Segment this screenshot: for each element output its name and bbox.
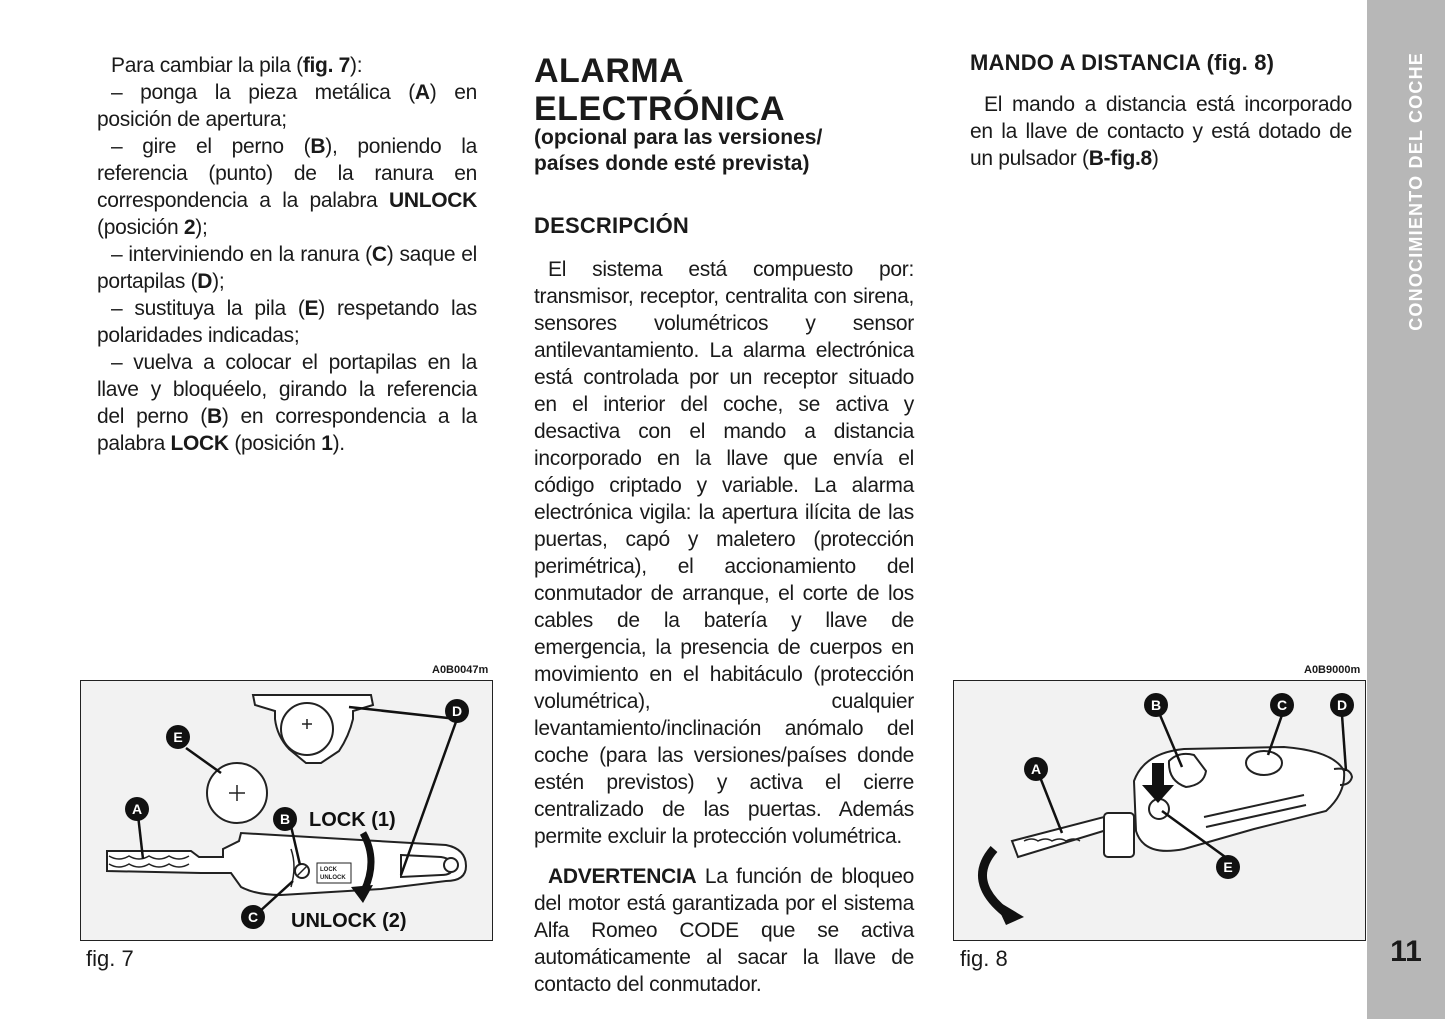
section-subtitle: (opcional para las versiones/ países donde esté prevista) bbox=[534, 126, 823, 175]
description-heading: DESCRIPCIÓN bbox=[534, 213, 689, 238]
fig7-label-e: E bbox=[173, 729, 183, 745]
fig8-label-c: C bbox=[1276, 697, 1288, 713]
figure-7 bbox=[80, 680, 493, 941]
arrowhead-icon bbox=[351, 885, 373, 903]
section-title: ALARMA ELECTRÓNICA bbox=[534, 52, 786, 128]
intro-line: Para cambiar la pila (fig. 7): bbox=[111, 54, 363, 77]
step-1: – ponga la pieza metálica (A) en posición de apertura; bbox=[97, 81, 477, 131]
fig7-code: A0B0047m bbox=[432, 664, 489, 676]
step-2: – gire el perno (B), poniendo la referencia (punto) de la ranura en correspondencia a la palabra UNLOCK (posición 2); bbox=[97, 135, 478, 239]
battery-change-instructions bbox=[97, 52, 477, 457]
page-number: 11 bbox=[1390, 935, 1422, 968]
fig8-label-b: B bbox=[1150, 697, 1162, 713]
key-lock-label: LOCK bbox=[320, 867, 337, 873]
remote-body bbox=[970, 91, 1352, 172]
fig8-label-a: A bbox=[1030, 761, 1042, 777]
remote-heading: MANDO A DISTANCIA (fig. 8) bbox=[970, 50, 1275, 75]
step-4: – sustituya la pila (E) respetando las polaridades indicadas; bbox=[97, 297, 477, 347]
fig7-label-a: A bbox=[131, 801, 143, 817]
description-paragraph: El sistema está compuesto por: transmisor, receptor, centralita con sirena, sensores volumétricos y sensor antilevantamiento. La alarma electrónica está controlada por un receptor situado en el interior del coche, se activa y desactiva con el mando a distancia incorporado en la llave que envía el código criptado y variable. La alarma electrónica vigila: la apertura ilícita de las puertas, capó y maletero (protección perimétrica), el accionamiento del conmutador de arranque, el corte de los cables de la batería y llave de emergencia, la presencia de cuerpos en movimiento en el habitáculo (protección volumétrica), cualquier levantamiento/inclinación anómalo del coche (para las versiones/países donde estén previstos) y activa el cierre centralizado de las puertas. Además permite excluir la protección volumétrica. bbox=[534, 258, 914, 848]
figure-8 bbox=[953, 680, 1366, 941]
warning-label: ADVERTENCIA bbox=[548, 865, 697, 888]
fig7-label-c: C bbox=[247, 909, 259, 925]
fig8-caption: fig. 8 bbox=[960, 946, 1008, 971]
fig7-label-d: D bbox=[451, 703, 463, 719]
fig8-code: A0B9000m bbox=[1304, 664, 1361, 676]
step-5: – vuelva a colocar el portapilas en la llave y bloquéelo, girando la referencia del perno (B) en correspondencia a la palabra LOCK (posición 1). bbox=[97, 351, 477, 455]
rotation-arrow-icon bbox=[982, 849, 1006, 913]
key-unlock-label: UNLOCK bbox=[320, 875, 346, 881]
unlock-position-label: UNLOCK (2) bbox=[291, 910, 407, 932]
description-body bbox=[534, 256, 914, 998]
step-3: – interviniendo en la ranura (C) saque el portapilas (D); bbox=[97, 243, 477, 293]
remote-paragraph: El mando a distancia está incorporado en la llave de contacto y está dotado de un pulsador (B-fig.8) bbox=[970, 93, 1352, 170]
fig8-label-d: D bbox=[1336, 697, 1348, 713]
chapter-title: CONOCIMIENTO DEL COCHE bbox=[1406, 52, 1426, 331]
fig7-label-b: B bbox=[279, 811, 291, 827]
key-battery-illustration bbox=[81, 681, 492, 940]
lock-position-label: LOCK (1) bbox=[309, 809, 396, 831]
warning-paragraph: ADVERTENCIA La función de bloqueo del motor está garantizada por el sistema Alfa Romeo CODE que se activa automáticamente al sacar la llave de contacto del conmutador. bbox=[534, 865, 914, 996]
remote-key-illustration bbox=[954, 681, 1365, 940]
fig7-caption: fig. 7 bbox=[86, 946, 134, 971]
fig8-label-e: E bbox=[1223, 859, 1233, 875]
